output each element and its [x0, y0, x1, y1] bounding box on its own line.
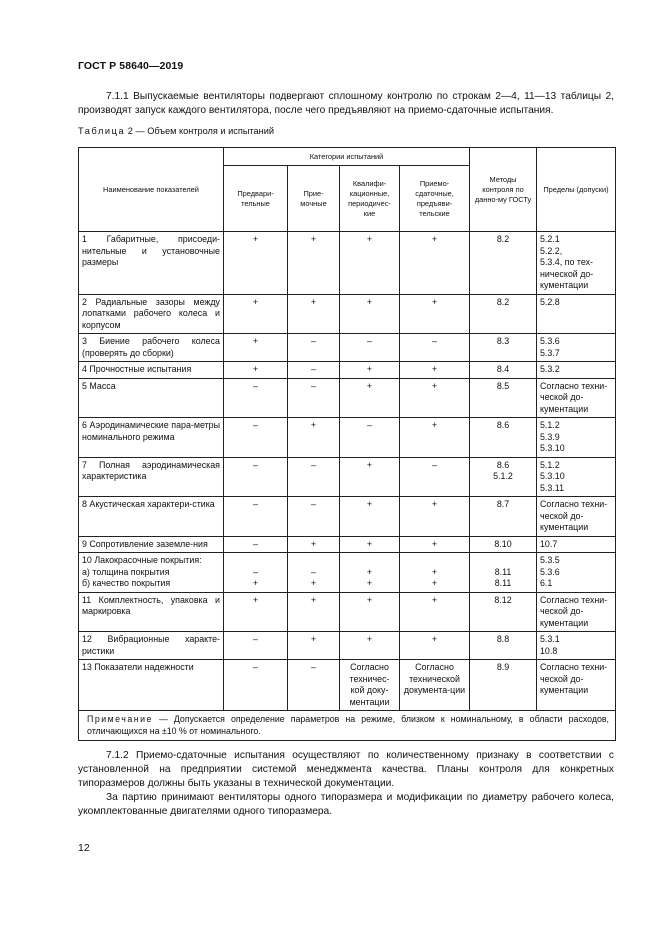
cell-delivery: + — [400, 536, 470, 553]
cell-qualification: + — [340, 632, 400, 660]
cell-acceptance — [288, 553, 340, 593]
row-name-line: а) толщина покрытия — [82, 566, 170, 577]
cell-qualification-line: + — [366, 578, 373, 588]
cell-limits-line: 5.3.4, по тех-нической до-кументации — [540, 257, 594, 290]
cell-preliminary-line: + — [252, 578, 259, 588]
cell-limits — [537, 418, 616, 458]
cell-acceptance: + — [288, 632, 340, 660]
table-row — [79, 232, 616, 295]
row-name — [79, 553, 224, 593]
cell-method-line: 8.8 — [496, 634, 510, 644]
cell-limits-line: 10.8 — [540, 645, 558, 656]
cell-delivery: + — [400, 418, 470, 458]
cell-acceptance: + — [288, 294, 340, 334]
cell-qualification: + — [340, 536, 400, 553]
header-delivery: Приемо-сдаточные, предъяви-тельские — [400, 166, 470, 232]
cell-preliminary-line — [227, 555, 284, 567]
cell-method-line: 8.3 — [496, 336, 510, 346]
cell-acceptance: + — [288, 232, 340, 295]
cell-delivery: + — [400, 632, 470, 660]
cell-qualification: + — [340, 362, 400, 379]
cell-limits — [537, 294, 616, 334]
paragraph-batch: За партию принимают вентиляторы одного типоразмера и модификации по диаметру рабочего колеса, укомплектованные двигателями одного типоразмера. — [78, 792, 614, 817]
row-name: 7 Полная аэродинамическая характеристика — [79, 457, 224, 497]
cell-delivery-line: + — [431, 578, 438, 588]
cell-preliminary: – — [224, 536, 288, 553]
cell-method-line: 8.4 — [496, 364, 510, 374]
intro-paragraph: 7.1.1 Выпускаемые вентиляторы подвергают сплошному контролю по строкам 2—4, 11—13 таблицы 2, производят запуск каждого вентилятора, после чего предъявляют на приемо-сдаточные испытания. — [78, 91, 614, 116]
cell-method-line: 8.11 — [494, 566, 512, 577]
cell-delivery: + — [400, 294, 470, 334]
cell-method-line: 8.2 — [496, 296, 510, 307]
cell-delivery: – — [400, 457, 470, 497]
cell-delivery: + — [400, 362, 470, 379]
paragraph-7-1-2: 7.1.2 Приемо-сдаточные испытания осуществляют по количественному признаку в соответствии с установленной на предприятии системой менеджмента качества. Планы контроля для конкретных типоразмеров должны быть указаны в технической документации. — [78, 750, 614, 789]
table-row — [79, 497, 616, 537]
table-caption-prefix: Таблица — [78, 126, 126, 136]
cell-limits-line: 5.3.11 — [540, 482, 565, 493]
header-acceptance: Прие-мочные — [288, 166, 340, 232]
cell-method-line: 8.10 — [494, 538, 512, 549]
cell-limits — [537, 457, 616, 497]
cell-qualification: + — [340, 592, 400, 632]
table-row — [79, 457, 616, 497]
table-row — [79, 536, 616, 553]
cell-limits — [537, 334, 616, 362]
cell-limits — [537, 497, 616, 537]
row-name: 11 Комплектность, упаковка и маркировка — [79, 592, 224, 632]
cell-method-line: 8.11 — [494, 578, 512, 588]
table-caption-rest: 2 — Объем контроля и испытаний — [125, 126, 274, 136]
cell-method — [470, 418, 537, 458]
row-name: 5 Масса — [79, 378, 224, 418]
cell-delivery: + — [400, 232, 470, 295]
cell-limits — [537, 378, 616, 418]
cell-limits-line: 5.3.7 — [540, 347, 560, 358]
cell-limits-line: 5.2.1 — [540, 234, 560, 244]
table-caption — [78, 126, 274, 136]
table-row — [79, 632, 616, 660]
cell-limits — [537, 232, 616, 295]
cell-preliminary: + — [224, 334, 288, 362]
cell-qualification: + — [340, 294, 400, 334]
cell-delivery: – — [400, 334, 470, 362]
cell-limits — [537, 536, 616, 553]
cell-limits — [537, 362, 616, 379]
standard-header: ГОСТ Р 58640—2019 — [78, 60, 184, 72]
row-name-line: б) качество покрытия — [82, 578, 171, 588]
cell-preliminary: – — [224, 378, 288, 418]
table-row — [79, 660, 616, 711]
cell-preliminary: + — [224, 362, 288, 379]
table-row — [79, 418, 616, 458]
cell-preliminary: – — [224, 418, 288, 458]
cell-method — [470, 457, 537, 497]
cell-preliminary: + — [224, 592, 288, 632]
cell-method-line: 8.6 — [496, 459, 510, 470]
cell-limits-line: 6.1 — [540, 578, 553, 588]
cell-delivery-line — [403, 555, 466, 567]
table-row — [79, 294, 616, 334]
cell-preliminary: – — [224, 497, 288, 537]
cell-method — [470, 553, 537, 593]
row-name: 3 Биение рабочего колеса (проверять до сборки) — [79, 334, 224, 362]
note-text: — Допускается определение параметров на режиме, близком к номинальному, в области расходов, отличающихся на ±10 % от номинального. — [87, 714, 609, 736]
cell-method — [470, 592, 537, 632]
cell-qualification: – — [340, 418, 400, 458]
cell-method-line — [473, 555, 533, 567]
cell-method-line: 8.9 — [496, 662, 510, 672]
row-name: 9 Сопротивление заземле-ния — [79, 536, 224, 553]
cell-method-line: 5.1.2 — [493, 471, 513, 481]
cell-preliminary: + — [224, 232, 288, 295]
row-name: 2 Радиальные зазоры между лопатками рабочего колеса и корпусом — [79, 294, 224, 334]
cell-limits-line: 5.1.2 — [540, 459, 560, 470]
cell-acceptance-line: – — [311, 566, 316, 577]
cell-limits-line: 5.3.1 — [540, 634, 560, 644]
cell-method — [470, 536, 537, 553]
header-categories: Категории испытаний — [224, 148, 470, 166]
cell-acceptance: – — [288, 660, 340, 711]
cell-method — [470, 497, 537, 537]
row-name: 1 Габаритные, присоеди-нительные и установочные размеры — [79, 232, 224, 295]
cell-method-line: 8.12 — [494, 594, 512, 605]
cell-qualification: + — [340, 457, 400, 497]
cell-limits-line: 5.3.2 — [540, 364, 560, 374]
cell-acceptance-line: + — [310, 578, 317, 588]
cell-limits-line: Согласно техни-ческой до-кументации — [540, 380, 608, 414]
cell-acceptance: + — [288, 418, 340, 458]
cell-acceptance: – — [288, 378, 340, 418]
cell-acceptance: – — [288, 362, 340, 379]
cell-method — [470, 362, 537, 379]
cell-qualification: + — [340, 497, 400, 537]
cell-preliminary-line: – — [253, 566, 258, 577]
cell-preliminary: + — [224, 294, 288, 334]
cell-qualification-line — [343, 555, 396, 567]
cell-limits-line: Согласно техни-ческой до-кументации — [540, 594, 608, 628]
table-note — [79, 711, 616, 741]
row-name-line: 10 Лакокрасочные покрытия: — [82, 555, 202, 565]
cell-method — [470, 334, 537, 362]
cell-method — [470, 378, 537, 418]
cell-delivery: + — [400, 592, 470, 632]
cell-limits-line: Согласно техни-ческой до-кументации — [540, 662, 608, 695]
cell-acceptance: + — [288, 536, 340, 553]
row-name: 6 Аэродинамические пара-метры номинального режима — [79, 418, 224, 458]
cell-preliminary — [224, 553, 288, 593]
cell-limits-line: 10.7 — [540, 538, 558, 549]
row-name: 13 Показатели надежности — [79, 660, 224, 711]
cell-method-line: 8.7 — [496, 499, 510, 509]
cell-method — [470, 232, 537, 295]
cell-limits-line: 5.2.2, — [540, 245, 563, 256]
page-number: 12 — [78, 842, 90, 854]
cell-limits-line: 5.3.6 — [540, 566, 560, 577]
cell-limits-line: 5.3.6 — [540, 336, 560, 346]
cell-qualification: – — [340, 334, 400, 362]
table-row — [79, 592, 616, 632]
cell-delivery: + — [400, 378, 470, 418]
cell-acceptance: – — [288, 497, 340, 537]
cell-method-line: 8.5 — [496, 380, 510, 391]
table-row — [79, 362, 616, 379]
row-name: 4 Прочностные испытания — [79, 362, 224, 379]
header-limits: Пределы (допуски) — [537, 148, 616, 232]
cell-limits — [537, 592, 616, 632]
cell-delivery: + — [400, 497, 470, 537]
table-row — [79, 553, 616, 593]
cell-preliminary: – — [224, 660, 288, 711]
cell-acceptance: – — [288, 457, 340, 497]
cell-method-line: 8.6 — [496, 420, 510, 430]
cell-delivery-line: + — [431, 566, 438, 577]
cell-qualification — [340, 553, 400, 593]
header-methods: Методы контроля по данно-му ГОСТу — [470, 148, 537, 232]
table-row — [79, 378, 616, 418]
cell-preliminary: – — [224, 632, 288, 660]
cell-qualification-line: + — [366, 566, 373, 577]
cell-limits-line: 5.3.9 — [540, 431, 560, 442]
inspection-table — [78, 147, 616, 741]
cell-qualification: + — [340, 232, 400, 295]
cell-limits — [537, 632, 616, 660]
cell-method — [470, 660, 537, 711]
cell-limits-line: 5.1.2 — [540, 420, 560, 430]
cell-method — [470, 294, 537, 334]
cell-method — [470, 632, 537, 660]
cell-qualification: Согласно техничес-кой доку-ментации — [340, 660, 400, 711]
cell-limits-line: 5.3.10 — [540, 443, 565, 453]
cell-limits-line: 5.3.5 — [540, 555, 560, 565]
row-name: 8 Акустическая характери-стика — [79, 497, 224, 537]
cell-limits-line: 5.2.8 — [540, 296, 560, 307]
cell-acceptance: – — [288, 334, 340, 362]
cell-qualification: + — [340, 378, 400, 418]
note-label: Примечание — [87, 714, 153, 724]
cell-preliminary: – — [224, 457, 288, 497]
header-preliminary: Предвари-тельные — [224, 166, 288, 232]
cell-limits-line: Согласно техни-ческой до-кументации — [540, 499, 608, 532]
cell-acceptance: + — [288, 592, 340, 632]
cell-limits — [537, 660, 616, 711]
header-qualification: Квалифи-кационные, периодичес-кие — [340, 166, 400, 232]
cell-method-line: 8.2 — [496, 234, 510, 244]
cell-delivery — [400, 553, 470, 593]
table-row — [79, 334, 616, 362]
cell-limits-line: 5.3.10 — [540, 471, 565, 481]
row-name: 12 Вибрационные характе-ристики — [79, 632, 224, 660]
header-name: Наименование показателей — [79, 148, 224, 232]
cell-acceptance-line — [291, 555, 336, 567]
cell-limits — [537, 553, 616, 593]
cell-delivery: Согласно технической документа-ции — [400, 660, 470, 711]
